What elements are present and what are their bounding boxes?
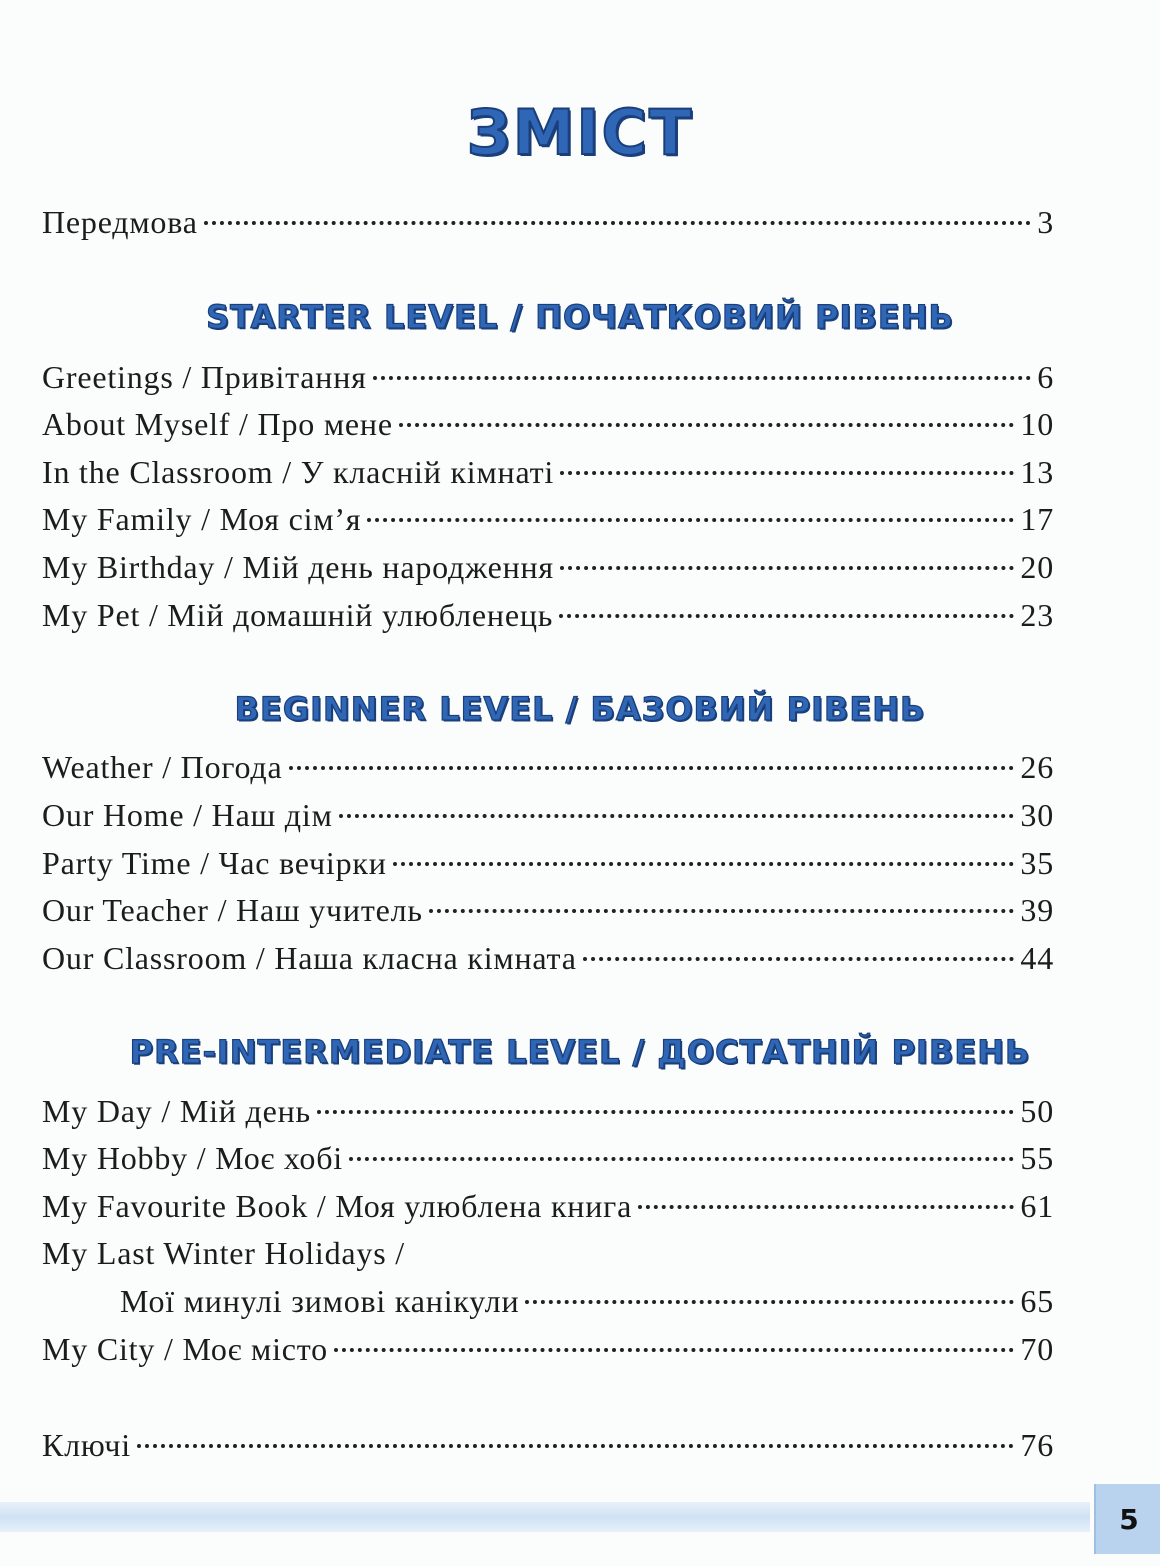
toc-entry-label: Мої минулі зимові канікули [120, 1283, 520, 1319]
toc-entry-label: Party Time / Час вечірки [42, 845, 387, 881]
toc-entry-page: 35 [1020, 845, 1054, 881]
toc-entry[interactable] [42, 1089, 1054, 1133]
toc-entry-label: Our Classroom / Наша класна кімната [42, 940, 577, 976]
dot-leader [367, 518, 1014, 522]
toc-entry-page: 23 [1020, 597, 1054, 633]
dot-leader [393, 862, 1015, 866]
dot-leader [583, 957, 1015, 961]
dot-leader [289, 766, 1015, 770]
page-number: 5 [1119, 1502, 1139, 1536]
toc-entry-page: 61 [1020, 1188, 1054, 1224]
page-title: ЗМІСТ [466, 96, 694, 169]
toc-entry-label: My Day / Мій день [42, 1093, 311, 1129]
toc-entry-page: 13 [1020, 454, 1054, 490]
toc-entry-label: My Pet / Мій домашній улюбленець [42, 597, 554, 633]
dot-leader [525, 1300, 1014, 1304]
toc-entry-page: 10 [1020, 406, 1054, 442]
toc-entry-page: 55 [1020, 1140, 1054, 1176]
toc-entry-page: 30 [1020, 797, 1054, 833]
toc-entry-preface[interactable] [42, 200, 1054, 244]
toc-entry[interactable] [42, 1327, 1054, 1371]
toc-entry-label: My Favourite Book / Моя улюблена книга [42, 1188, 633, 1224]
footer-band [0, 1502, 1090, 1532]
toc-entry[interactable] [42, 936, 1054, 980]
toc-entry[interactable] [42, 402, 1054, 446]
toc-entry-label: My City / Моє місто [42, 1331, 328, 1367]
toc-entry-label: Our Home / Наш дім [42, 797, 333, 833]
section-heading-starter: STARTER LEVEL / ПОЧАТКОВИЙ РІВЕНЬ [206, 298, 954, 336]
dot-leader [638, 1205, 1014, 1209]
toc-entry-label: Ключі [42, 1427, 131, 1463]
toc-entry-answers[interactable] [42, 1423, 1054, 1467]
toc-entry[interactable] [42, 450, 1054, 494]
dot-leader [349, 1157, 1014, 1161]
toc-entry-label: Greetings / Привітання [42, 359, 367, 395]
toc-entry-page: 44 [1020, 940, 1054, 976]
dot-leader [334, 1348, 1014, 1352]
toc-entry-page: 50 [1020, 1093, 1054, 1129]
toc-entry-page: 70 [1020, 1331, 1054, 1367]
toc-entry-label: In the Classroom / У класній кімнаті [42, 454, 555, 490]
toc-entry[interactable] [42, 497, 1054, 541]
toc-entry-page: 65 [1020, 1283, 1054, 1319]
toc-entry[interactable] [42, 1136, 1054, 1180]
section-heading-beginner: BEGINNER LEVEL / БАЗОВИЙ РІВЕНЬ [234, 690, 926, 728]
toc-entry-label: My Family / Моя сім’я [42, 501, 362, 537]
dot-leader [560, 566, 1014, 570]
dot-leader [204, 221, 1031, 225]
toc-entry-label: About Myself / Про мене [42, 406, 393, 442]
toc-entry-page: 76 [1020, 1427, 1054, 1463]
dot-leader [373, 376, 1032, 380]
toc-entry-page: 6 [1037, 359, 1054, 395]
toc-entry-label: Our Teacher / Наш учитель [42, 892, 423, 928]
toc-entry-page: 39 [1020, 892, 1054, 928]
toc-entry-page: 17 [1020, 501, 1054, 537]
toc-entry[interactable] [42, 888, 1054, 932]
toc-entry[interactable] [42, 355, 1054, 399]
section-heading-pre-intermediate: PRE-INTERMEDIATE LEVEL / ДОСТАТНІЙ РІВЕНЬ [129, 1033, 1031, 1071]
toc-entry[interactable] [42, 793, 1054, 837]
dot-leader [399, 423, 1015, 427]
dot-leader [137, 1444, 1014, 1448]
toc-entry-page: 26 [1020, 749, 1054, 785]
dot-leader [559, 614, 1014, 618]
toc-entry[interactable] [42, 1184, 1054, 1228]
dot-leader [560, 471, 1014, 475]
toc-entry[interactable] [42, 745, 1054, 789]
toc-entry-label: Передмова [42, 204, 198, 240]
dot-leader [429, 909, 1015, 913]
toc-entry-label: My Birthday / Мій день народження [42, 549, 554, 585]
toc-entry[interactable] [42, 593, 1054, 637]
toc-entry-label-first-line[interactable]: My Last Winter Holidays / [42, 1235, 405, 1271]
toc-entry[interactable] [42, 841, 1054, 885]
toc-entry-label: My Hobby / Моє хобі [42, 1140, 343, 1176]
page-number-tab [1094, 1484, 1160, 1554]
dot-leader [339, 814, 1015, 818]
toc-entry[interactable] [42, 545, 1054, 589]
toc-entry[interactable] [120, 1279, 1054, 1323]
dot-leader [317, 1110, 1014, 1114]
toc-entry-page: 3 [1037, 204, 1054, 240]
toc-entry-page: 20 [1020, 549, 1054, 585]
toc-entry-label: Weather / Погода [42, 749, 283, 785]
